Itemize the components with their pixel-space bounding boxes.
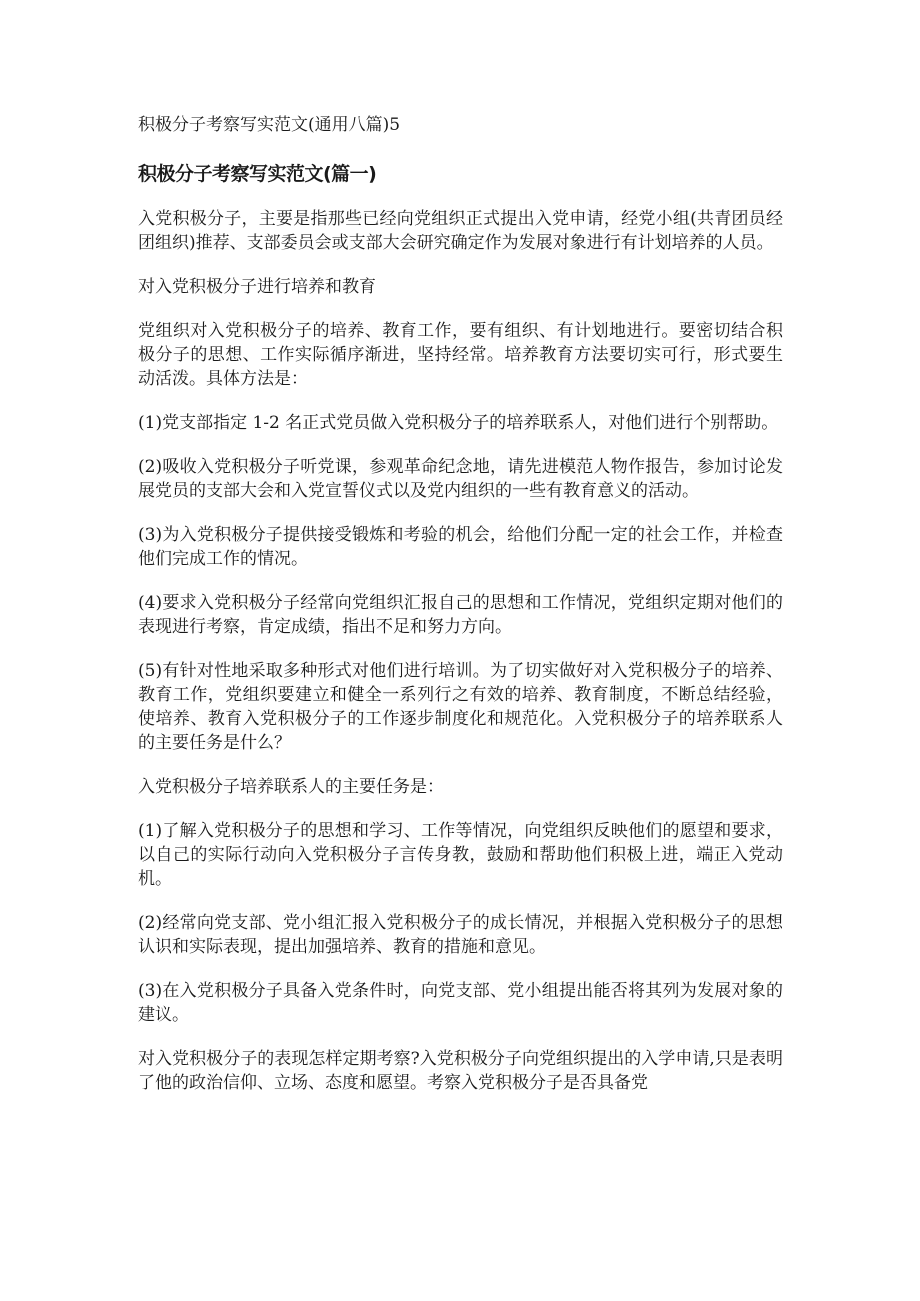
- document-body: [138, 113, 783, 1115]
- paragraph: (2)吸收入党积极分子听党课，参观革命纪念地，请先进模范人物作报告，参加讨论发展党员的支部大会和入党宣誓仪式以及党内组织的一些有教育意义的活动。: [138, 457, 783, 501]
- paragraph: 入党积极分子，主要是指那些已经向党组织正式提出入党申请，经党小组(共青团员经团组织)推荐、支部委员会或支部大会研究确定作为发展对象进行有计划培养的人员。: [138, 209, 783, 253]
- paragraph: (2)经常向党支部、党小组汇报入党积极分子的成长情况，并根据入党积极分子的思想认识和实际表现，提出加强培养、教育的措施和意见。: [138, 913, 783, 957]
- paragraph: 入党积极分子培养联系人的主要任务是：: [138, 777, 444, 797]
- document-title: 积极分子考察写实范文(通用八篇)5: [138, 115, 401, 135]
- paragraph: (3)为入党积极分子提供接受锻炼和考验的机会，给他们分配一定的社会工作，并检查他们完成工作的情况。: [138, 525, 783, 569]
- paragraph: (1)党支部指定 1-2 名正式党员做入党积极分子的培养联系人，对他们进行个别帮助。: [138, 413, 779, 433]
- paragraph: 对入党积极分子的表现怎样定期考察?入党积极分子向党组织提出的入学申请,只是表明了他的政治信仰、立场、态度和愿望。考察入党积极分子是否具备党: [138, 1049, 783, 1093]
- paragraph: (1)了解入党积极分子的思想和学习、工作等情况，向党组织反映他们的愿望和要求，以自己的实际行动向入党积极分子言传身教，鼓励和帮助他们积极上进，端正入党动机。: [138, 821, 783, 889]
- paragraph: 对入党积极分子进行培养和教育: [138, 277, 376, 297]
- section-heading: 积极分子考察写实范文(篇一): [138, 163, 377, 185]
- paragraph-list: [138, 207, 783, 1095]
- paragraph: (5)有针对性地采取多种形式对他们进行培训。为了切实做好对入党积极分子的培养、教育工作，党组织要建立和健全一系列行之有效的培养、教育制度，不断总结经验，使培养、教育入党积极分子的工作逐步制度化和规范化。入党积极分子的培养联系人的主要任务是什么？: [138, 661, 783, 753]
- paragraph: (4)要求入党积极分子经常向党组织汇报自己的思想和工作情况，党组织定期对他们的表现进行考察，肯定成绩，指出不足和努力方向。: [138, 593, 783, 637]
- paragraph: 党组织对入党积极分子的培养、教育工作，要有组织、有计划地进行。要密切结合积极分子的思想、工作实际循序渐进，坚持经常。培养教育方法要切实可行，形式要生动活泼。具体方法是：: [138, 321, 783, 389]
- paragraph: (3)在入党积极分子具备入党条件时，向党支部、党小组提出能否将其列为发展对象的建议。: [138, 981, 783, 1025]
